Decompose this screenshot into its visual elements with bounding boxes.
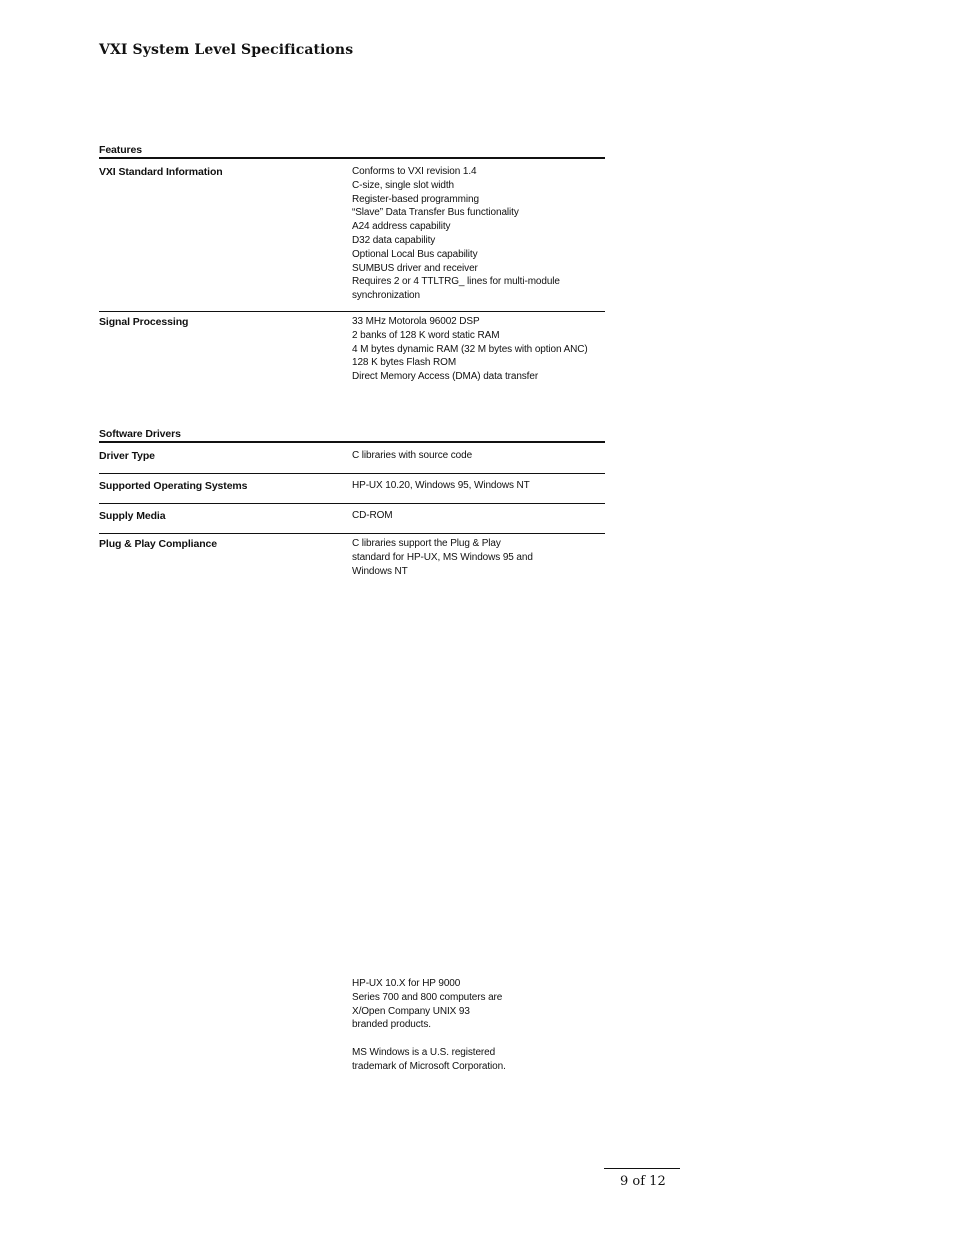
spec-label: Supply Media	[99, 510, 166, 522]
spec-value-line: CD-ROM	[352, 510, 393, 521]
spec-values	[352, 165, 605, 311]
spec-value-line: 128 K bytes Flash ROM	[352, 357, 457, 369]
spec-label: VXI Standard Information	[99, 166, 223, 178]
spec-value-line: C-size, single slot width	[352, 179, 454, 191]
spec-row-driver-type	[99, 443, 605, 474]
spec-values	[352, 479, 605, 503]
note-line: trademark of Microsoft Corporation.	[352, 1060, 506, 1072]
spec-values	[352, 537, 605, 578]
spec-value-line: Conforms to VXI revision 1.4	[352, 166, 477, 177]
note-line: X/Open Company UNIX 93	[352, 1005, 470, 1017]
spec-values	[352, 315, 605, 384]
spec-label: Plug & Play Compliance	[99, 538, 217, 550]
spec-value-line: C libraries support the Plug & Play	[352, 538, 501, 549]
spec-value-line: standard for HP-UX, MS Windows 95 and	[352, 551, 533, 563]
footer-divider	[604, 1168, 680, 1169]
spec-value-line: Windows NT	[352, 565, 408, 577]
spec-value-line: 33 MHz Motorola 96002 DSP	[352, 316, 480, 327]
spec-value-line: HP-UX 10.20, Windows 95, Windows NT	[352, 480, 530, 491]
page-number: 9 of 12	[620, 1174, 666, 1189]
spec-values	[352, 449, 605, 473]
spec-row-plug-and-play	[99, 534, 605, 578]
spec-value-line: C libraries with source code	[352, 450, 473, 461]
spec-label: Supported Operating Systems	[99, 480, 248, 492]
paragraph-spacer	[352, 1032, 506, 1046]
spec-value-line: Requires 2 or 4 TTLTRG_ lines for multi-module	[352, 276, 560, 288]
note-line: branded products.	[352, 1019, 431, 1031]
spec-value-line: 2 banks of 128 K word static RAM	[352, 329, 500, 341]
trademark-notes	[352, 977, 506, 1074]
software-drivers-section	[99, 428, 605, 578]
spec-label: Signal Processing	[99, 316, 189, 328]
spec-value-line: D32 data capability	[352, 234, 436, 246]
spec-row-signal-processing	[99, 312, 605, 384]
note-line: HP-UX 10.X for HP 9000	[352, 978, 461, 989]
spec-value-line: A24 address capability	[352, 221, 451, 233]
spec-value-line: 4 M bytes dynamic RAM (32 M bytes with option ANC)	[352, 343, 588, 355]
features-heading: Features	[99, 144, 605, 159]
note-line: Series 700 and 800 computers are	[352, 991, 503, 1003]
software-drivers-heading: Software Drivers	[99, 428, 605, 443]
spec-value-line: Register-based programming	[352, 193, 479, 205]
spec-value-line: Direct Memory Access (DMA) data transfer	[352, 371, 539, 383]
spec-value-line: synchronization	[352, 290, 420, 302]
spec-row-vxi-standard	[99, 159, 605, 312]
spec-row-operating-systems	[99, 474, 605, 504]
page-title: VXI System Level Specifications	[99, 42, 354, 58]
features-section	[99, 144, 605, 384]
spec-row-supply-media	[99, 504, 605, 534]
spec-value-line: “Slave” Data Transfer Bus functionality	[352, 207, 519, 219]
spec-value-line: SUMBUS driver and receiver	[352, 262, 478, 274]
spec-values	[352, 509, 605, 533]
spec-value-line: Optional Local Bus capability	[352, 248, 478, 260]
note-line: MS Windows is a U.S. registered	[352, 1046, 496, 1058]
spec-label: Driver Type	[99, 450, 155, 462]
